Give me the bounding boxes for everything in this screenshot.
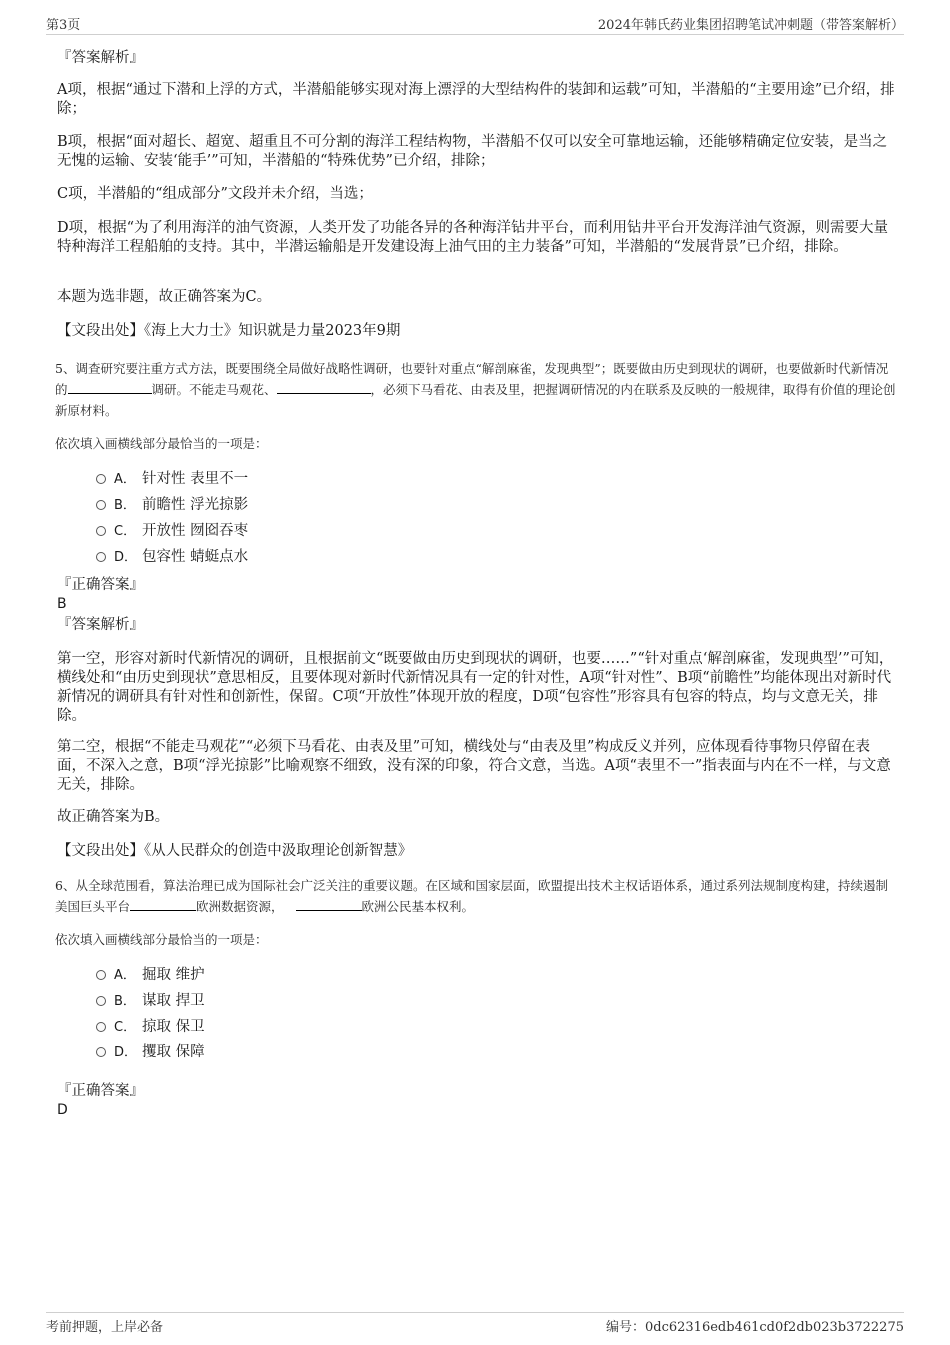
q4-source: 【文段出处】《海上大力士》知识就是力量2023年9期 xyxy=(57,323,401,339)
document-id: 编号：0dc62316edb461cd0f2db023b3722275 xyxy=(605,1320,904,1335)
page-header xyxy=(46,14,904,35)
radio-icon[interactable] xyxy=(96,1022,106,1032)
q5-conclusion: 故正确答案为B。 xyxy=(57,809,170,825)
q4-analysis-a: A项，根据“通过下潜和上浮的方式，半潜船能够实现对海上漂浮的大型结构件的装卸和运载”可知，半潜船的“主要用途”已介绍，排除； xyxy=(57,82,895,117)
q5-analysis-1: 第一空，形容对新时代新情况的调研，且根据前文“既要做由历史到现状的调研，也要……”“针对重点‘解剖麻雀，发现典型’”可知，横线处和“由历史到现状”意思相反，且要体现对新时代新情况具有一定的针对性，A项“针对性”、B项“前瞻性”均能体现出对新时代新情况的调研具有针对性和创新性，保留。C项“开放性”体现开放的程度，D项“包容性”形容具有包容的特点，均与文意无关，排除。 xyxy=(57,651,894,724)
q4-analysis-d: D项，根据“为了利用海洋的油气资源，人类开发了功能各异的各种海洋钻井平台，而利用钻井平台开发海洋油气资源，则需要大量特种海洋工程船舶的支持。其中，半潜运输船是开发建设海上油气田的主力装备”可知，半潜船的“发展背景”已介绍，排除。 xyxy=(57,220,889,255)
page-number: 第3页 xyxy=(46,18,81,33)
q6-option-c[interactable]: C． 掠取 保卫 xyxy=(96,1018,205,1037)
q6-blank-2 xyxy=(296,898,362,911)
q6-stem-part1: 6、从全球范围看，算法治理已成为国际社会广泛关注的重要议题。在区域和国家层面，欧盟提出技术主权话语体系，通过系列法规制度构建，持续遏制美国巨头平台 xyxy=(55,878,888,914)
q5-analysis-label: 『答案解析』 xyxy=(57,617,144,633)
q5-option-a[interactable]: A． 针对性 表里不一 xyxy=(96,470,248,489)
q5-stem-part1: 5、调查研究要注重方式方法，既要围绕全局做好战略性调研，也要针对重点“解剖麻雀，发现典型”；既要做由历史到现状的调研，也要做新时代新情况的 xyxy=(55,361,889,397)
q5-stem xyxy=(55,358,900,421)
q5-prompt: 依次填入画横线部分最恰当的一项是： xyxy=(55,436,268,451)
q5-stem-part3: ，必须下马看花、由表及里，把握调研情况的内在联系及反映的一般规律，取得有价值的理论创新原材料。 xyxy=(55,382,896,418)
radio-icon[interactable] xyxy=(96,526,106,536)
q5-blank-1 xyxy=(68,381,152,394)
q4-conclusion: 本题为选非题，故正确答案为C。 xyxy=(57,289,272,305)
document-title: 2024年韩氏药业集团招聘笔试冲刺题（带答案解析） xyxy=(597,18,904,33)
radio-icon[interactable] xyxy=(96,552,106,562)
q6-option-d[interactable]: D． 攫取 保障 xyxy=(96,1043,205,1062)
q4-analysis-label: 『答案解析』 xyxy=(57,50,144,66)
page-footer xyxy=(46,1312,904,1335)
q6-prompt: 依次填入画横线部分最恰当的一项是： xyxy=(55,932,268,947)
q5-blank-2 xyxy=(277,381,371,394)
q5-analysis-2: 第二空，根据“不能走马观花”“必须下马看花、由表及里”可知，横线处与“由表及里”构成反义并列，应体现看待事物只停留在表面，不深入之意，B项“浮光掠影”比喻观察不细致，没有深的印象，符合文意，当选。A项“表里不一”指表面与内在不一样，与文意无关，排除。 xyxy=(57,739,891,793)
radio-icon[interactable] xyxy=(96,970,106,980)
q5-correct-answer: B xyxy=(57,596,67,612)
q6-option-a[interactable]: A． 掘取 维护 xyxy=(96,966,205,985)
q6-stem-part2: 欧洲数据资源， xyxy=(196,899,284,914)
q5-stem-part2: 调研。不能走马观花、 xyxy=(151,382,277,397)
q4-analysis-b: B项，根据“面对超长、超宽、超重且不可分割的海洋工程结构物，半潜船不仅可以安全可靠地运输，还能够精确定位安装，是当之无愧的运输、安装‘能手’”可知，半潜船的“特殊优势”已介绍，排除； xyxy=(57,134,888,169)
q5-option-b[interactable]: B． 前瞻性 浮光掠影 xyxy=(96,496,248,515)
radio-icon[interactable] xyxy=(96,500,106,510)
q6-option-b[interactable]: B． 谋取 捍卫 xyxy=(96,992,205,1011)
q5-correct-label: 『正确答案』 xyxy=(57,577,144,593)
q4-analysis-c: C项，半潜船的“组成部分”文段并未介绍，当选； xyxy=(57,186,373,202)
q6-correct-answer: D xyxy=(57,1102,68,1118)
radio-icon[interactable] xyxy=(96,996,106,1006)
footer-slogan: 考前押题，上岸必备 xyxy=(46,1320,164,1335)
radio-icon[interactable] xyxy=(96,474,106,484)
q5-source: 【文段出处】《从人民群众的创造中汲取理论创新智慧》 xyxy=(57,843,413,859)
q6-blank-1 xyxy=(130,898,196,911)
q6-correct-label: 『正确答案』 xyxy=(57,1083,144,1099)
q5-option-c[interactable]: C． 开放性 囫囵吞枣 xyxy=(96,522,248,541)
q6-stem-part3: 欧洲公民基本权利。 xyxy=(361,899,475,914)
q5-option-d[interactable]: D． 包容性 蜻蜓点水 xyxy=(96,548,248,567)
q6-stem xyxy=(55,875,900,917)
radio-icon[interactable] xyxy=(96,1047,106,1057)
